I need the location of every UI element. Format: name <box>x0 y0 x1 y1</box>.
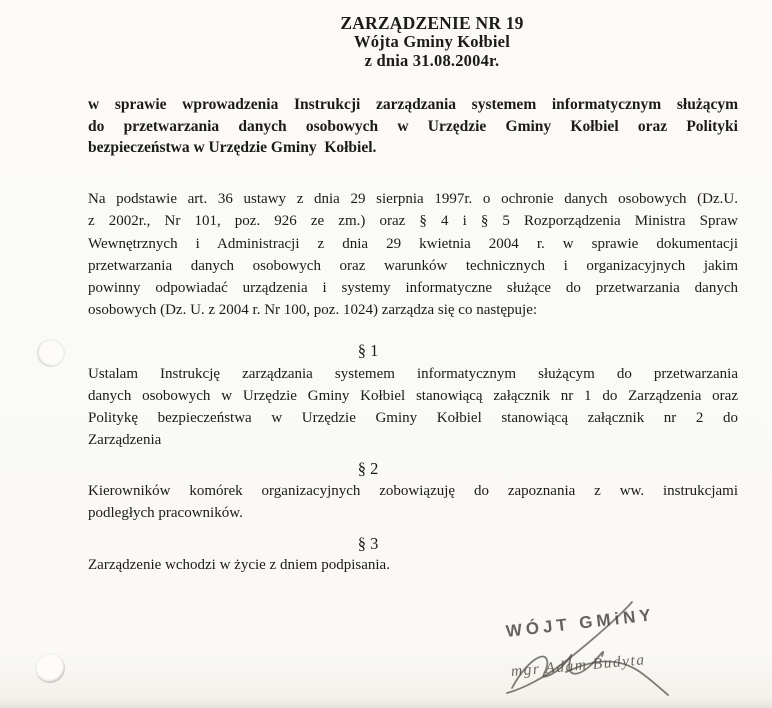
preamble-line: Na podstawie art. 36 ustawy z dnia 29 sierpnia 1997r. o ochronie danych osobowych (Dz.U. <box>88 191 738 207</box>
document-header <box>92 14 772 70</box>
subject-line: w sprawie wprowadzenia Instrukcji zarządzania systemem informatycznym służącym <box>88 96 738 113</box>
preamble-paragraph <box>88 188 738 322</box>
section-2-line: podległych pracowników. <box>88 505 243 521</box>
subject-line: bezpieczeństwa w Urzędzie Gminy Kołbiel. <box>88 139 377 156</box>
section-1-line: danych osobowych w Urzędzie Gminy Kołbiel stanowiącą załącznik nr 1 do Zarządzenia oraz <box>88 388 738 404</box>
preamble-line: osobowych (Dz. U. z 2004 r. Nr 100, poz. 1024) zarządza się co następuje: <box>88 302 538 319</box>
section-1-paragraph <box>88 363 738 451</box>
wojt-gminy-stamp: WÓJT GMiNY <box>504 605 656 641</box>
section-2-paragraph <box>88 480 738 524</box>
subject-paragraph <box>88 94 738 159</box>
preamble-line: przetwarzania danych osobowych oraz warunków technicznych i organizacyjnych jakim <box>88 257 738 274</box>
document-issuer: Wójta Gminy Kołbiel <box>354 32 510 51</box>
scan-bottom-edge <box>0 699 772 708</box>
preamble-line: powinny odpowiadać urządzenia i systemy informatyczne służące do przetwarzania danych <box>88 280 738 297</box>
section-1-line: Zarządzenia <box>88 432 162 448</box>
section-1-mark: § 1 <box>357 341 379 360</box>
preamble-line: Wewnętrznych i Administracji z dnia 29 kwietnia 2004 r. w sprawie dokumentacji <box>88 235 738 252</box>
section-3-mark: § 3 <box>357 534 379 553</box>
section-1-line: Politykę bezpieczeństwa w Urzędzie Gminy Kołbiel stanowiącą załącznik nr 2 do <box>88 410 738 426</box>
signer-name-stamp: mgr Adam Budyta <box>510 651 647 680</box>
document-title: ZARZĄDZENIE NR 19 <box>340 13 524 33</box>
subject-line: do przetwarzania danych osobowych w Urzędzie Gminy Kołbiel oraz Polityki <box>88 117 738 135</box>
punch-hole-bottom <box>35 653 65 683</box>
section-2-mark: § 2 <box>357 459 379 478</box>
preamble-line: z 2002r., Nr 101, poz. 926 ze zm.) oraz § 4 i § 5 Rozporządzenia Ministra Spraw <box>88 213 738 230</box>
punch-hole-top <box>37 339 65 367</box>
document-date: z dnia 31.08.2004r. <box>364 50 500 70</box>
section-3-paragraph <box>88 554 738 576</box>
section-2-line: Kierowników komórek organizacyjnych zobowiązuję do zapoznania z ww. instrukcjami <box>88 483 738 499</box>
section-3-line: Zarządzenie wchodzi w życie z dniem podpisania. <box>88 557 390 573</box>
section-1-line: Ustalam Instrukcję zarządzania systemem informatycznym służącym do przetwarzania <box>88 366 738 382</box>
